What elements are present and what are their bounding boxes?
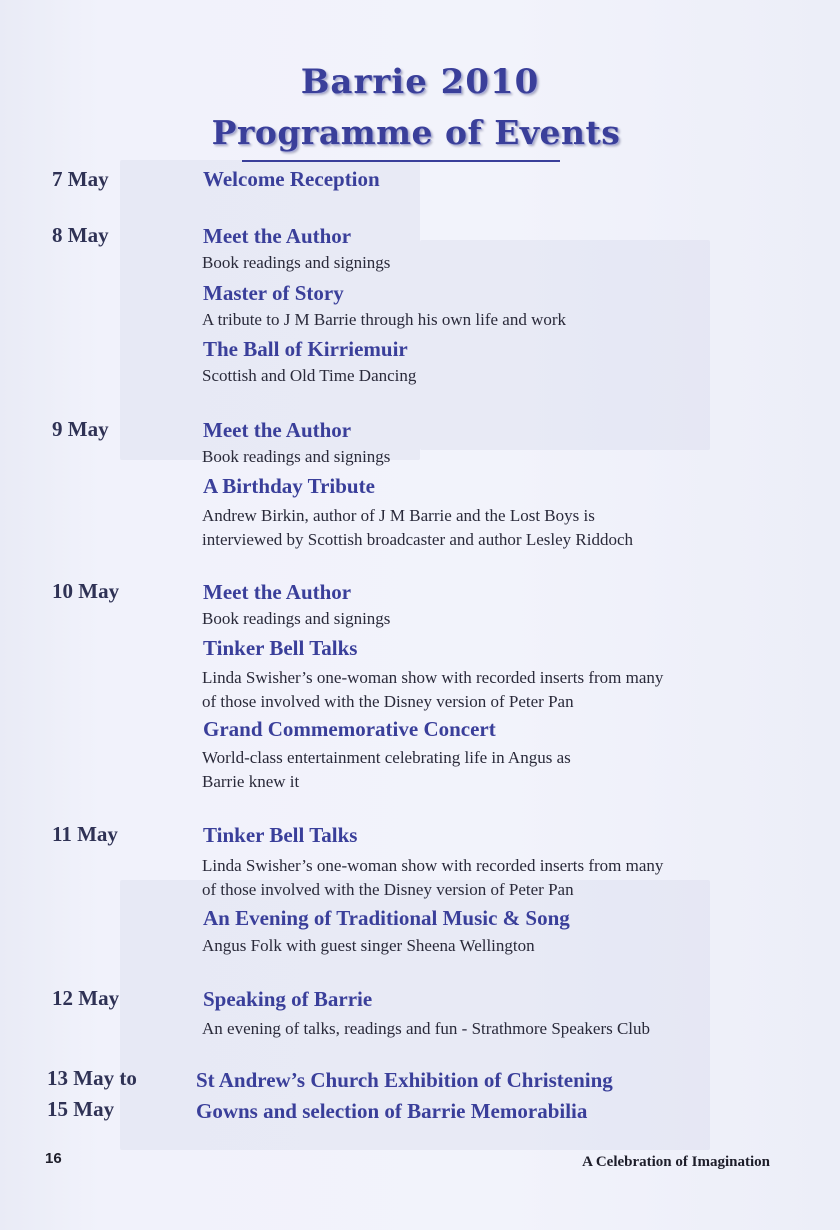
event-description: Book readings and signings	[202, 253, 391, 272]
event-description: Book readings and signings	[202, 447, 391, 466]
page-number: 16	[45, 1150, 62, 1167]
event-title: Speaking of Barrie	[203, 987, 373, 1011]
event-description: of those involved with the Disney version of Peter Pan	[202, 692, 574, 711]
date-7-may: 7 May	[52, 167, 109, 191]
event-title: Welcome Reception	[203, 167, 380, 191]
event-description: An evening of talks, readings and fun - Strathmore Speakers Club	[202, 1019, 651, 1038]
page-title: Barrie 2010	[300, 62, 540, 102]
event-title: Meet the Author	[203, 418, 352, 442]
date-10-may: 10 May	[52, 579, 120, 603]
event-title: A Birthday Tribute	[203, 474, 375, 498]
event-title: Meet the Author	[203, 580, 352, 604]
event-title: St Andrew’s Church Exhibition of Christening	[196, 1068, 613, 1092]
event-title: Grand Commemorative Concert	[203, 717, 496, 741]
event-title: Tinker Bell Talks	[203, 823, 358, 847]
date-9-may: 9 May	[52, 417, 109, 441]
event-description: Andrew Birkin, author of J M Barrie and the Lost Boys is	[202, 506, 595, 525]
event-description: Book readings and signings	[202, 609, 391, 628]
page-subtitle: Programme of Events	[211, 113, 621, 152]
date-12-may: 12 May	[52, 986, 120, 1010]
event-description: Linda Swisher’s one-woman show with recorded inserts from many	[202, 668, 664, 687]
event-title: Gowns and selection of Barrie Memorabilia	[196, 1099, 588, 1123]
event-description: of those involved with the Disney version of Peter Pan	[202, 880, 574, 899]
event-description: Angus Folk with guest singer Sheena Wellington	[202, 936, 535, 955]
event-description: Scottish and Old Time Dancing	[202, 366, 417, 385]
footer-tagline: A Celebration of Imagination	[582, 1154, 770, 1170]
event-description: Linda Swisher’s one-woman show with recorded inserts from many	[202, 856, 664, 875]
date-8-may: 8 May	[52, 223, 109, 247]
event-title: Tinker Bell Talks	[203, 636, 358, 660]
event-description: World-class entertainment celebrating life in Angus as	[202, 748, 571, 767]
date-13-may: 13 May to	[47, 1066, 137, 1090]
event-title: The Ball of Kirriemuir	[203, 337, 408, 361]
event-title: Master of Story	[203, 281, 344, 305]
event-description: interviewed by Scottish broadcaster and author Lesley Riddoch	[202, 530, 634, 549]
event-title: An Evening of Traditional Music & Song	[203, 906, 570, 930]
date-11-may: 11 May	[52, 822, 118, 846]
date-15-may: 15 May	[47, 1097, 115, 1121]
event-description: A tribute to J M Barrie through his own life and work	[202, 310, 567, 329]
event-description: Barrie knew it	[202, 772, 300, 791]
event-title: Meet the Author	[203, 224, 352, 248]
title-underline	[242, 160, 560, 162]
